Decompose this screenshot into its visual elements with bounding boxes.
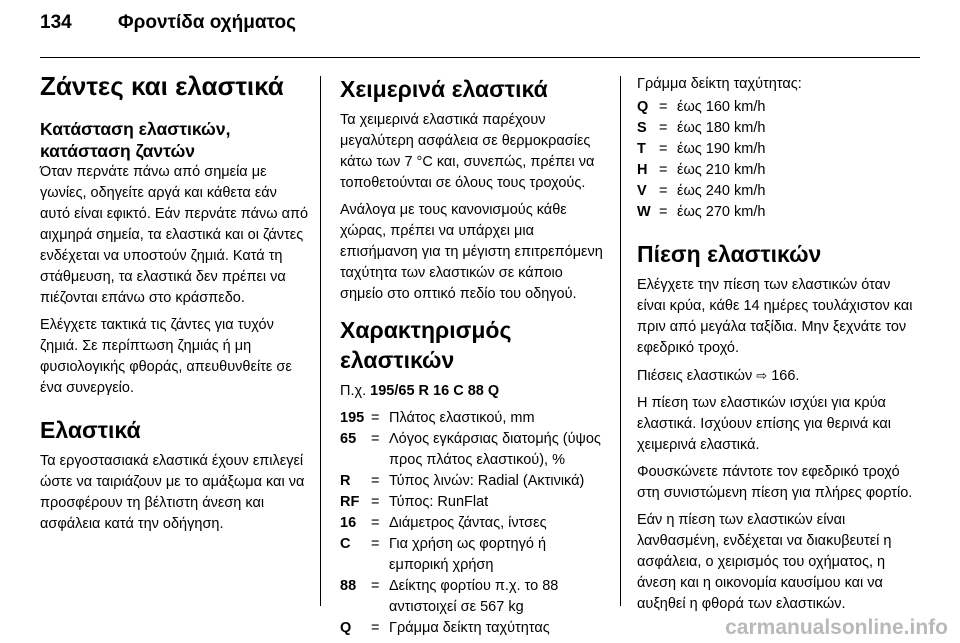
speed-index-key: T [637,141,646,157]
designation-item [340,492,608,513]
page-reference-arrow-icon: ⇨ [756,368,768,383]
designation-item [340,534,608,576]
designation-key: 65 [340,431,357,447]
equals-sign: = [371,536,380,552]
designation-key: Q [340,620,352,636]
designation-example [340,381,608,402]
speed-index-value: έως 270 km/h [677,204,766,220]
equals-sign: = [659,99,668,115]
example-prefix: Π.χ. [340,383,367,399]
designation-value: Πλάτος ελαστικού, mm [389,410,535,426]
paragraph-pressure-3: Η πίεση των ελαστικών ισχύει για κρύα ελαστικά. Ισχύουν επίσης για θερινά και χειμερινά ελαστικά. [637,395,892,453]
paragraph-winter-2: Ανάλογα με τους κανονισμούς κάθε χώρας, πρέπει να υπάρχει μια επισήμανση για τη μέγιστη επιτρεπόμενη ταχύτητα των ελαστικών σε κάποιο σημείο στο οπτικό πεδίο του οδηγού. [340,202,603,302]
paragraph-pressure-4: Φουσκώνετε πάντοτε τον εφεδρικό τροχό στη συνιστώμενη πίεση για πλήρες φορτίο. [637,464,913,501]
designation-item [340,429,608,471]
designation-item [340,513,608,534]
designation-item [340,618,608,639]
section-title-winter-tyres: Χειμερινά ελαστικά [340,76,548,102]
equals-sign: = [371,473,380,489]
equals-sign: = [371,578,380,594]
paragraph-pressure-5: Εάν η πίεση των ελαστικών είναι λανθασμένη, ενδέχεται να διακυβευτεί η ασφάλεια, ο χειρισμός του οχήματος, η άνεση και η οικονομία καυσίμου και να αυξηθεί η φθορά των ελαστικών. [637,512,892,612]
equals-sign: = [371,431,380,447]
speed-index-key: H [637,162,648,178]
speed-index-value: έως 190 km/h [677,141,766,157]
speed-index-value: έως 180 km/h [677,120,766,136]
paragraph-condition-1: Όταν περνάτε πάνω από σημεία με γωνίες, οδηγείτε αργά και κάθετα εάν αυτό είναι εφικτό. Εάν περνάτε πάνω από αιχμηρά σημεία, τα ελαστικά και οι ζάντες ενδέχεται να υποστούν ζημιά. Κατά τη στάθμευση, τα ελαστικά δεν πρέπει να πιέζονται επάνω στο κράσπεδο. [40,164,309,306]
designation-key: RF [340,494,360,510]
equals-sign: = [371,515,380,531]
pressure-reference-page[interactable]: 166. [771,368,800,384]
speed-index-intro: Γράμμα δείκτη ταχύτητας: [637,76,802,92]
equals-sign: = [659,141,668,157]
equals-sign: = [659,204,668,220]
speed-index-item [637,160,917,181]
section-title-designation: Χαρακτηρισμός ελαστικών [340,317,512,373]
speed-index-item [637,118,917,139]
paragraph-condition-2: Ελέγχετε τακτικά τις ζάντες για τυχόν ζημιά. Σε περίπτωση ζημιάς ή μη φυσιολογικής φθοράς, απευθυνθείτε σε ένα συνεργείο. [40,317,292,396]
speed-index-value: έως 240 km/h [677,183,766,199]
paragraph-winter-1: Τα χειμερινά ελαστικά παρέχουν μεγαλύτερη ασφάλεια σε θερμοκρασίες κάτω των 7 °C και, συνεπώς, πρέπει να τοποθετούνται σε όλους τους τροχούς. [340,112,595,191]
equals-sign: = [659,162,668,178]
designation-value: Γράμμα δείκτη ταχύτητας [389,620,550,636]
designation-key: R [340,473,351,489]
equals-sign: = [659,183,668,199]
speed-index-item [637,97,917,118]
example-code: 195/65 R 16 C 88 Q [370,383,500,399]
watermark: carmanualsonline.info [725,616,948,639]
designation-key: 88 [340,578,357,594]
designation-value: Τύπος λινών: Radial (Ακτινικά) [389,473,585,489]
section-title-tyre-pressure: Πίεση ελαστικών [637,241,822,267]
designation-item [340,408,608,429]
header-rule [40,57,920,58]
designation-item [340,471,608,492]
designation-key: 195 [340,410,365,426]
column-2 [340,74,608,643]
page-number: 134 [40,12,72,33]
column-3 [637,74,917,621]
paragraph-pressure-reference [637,365,917,387]
equals-sign: = [371,620,380,636]
paragraph-tyres: Τα εργοστασιακά ελαστικά έχουν επιλεγεί ώστε να ταιριάζουν με το αμάξωμα και να προσφέρουν τη βέλτιστη άνεση και ασφάλεια κατά την οδήγηση. [40,453,305,532]
column-1 [40,70,310,541]
speed-index-key: W [637,204,651,220]
designation-value: Για χρήση ως φορτηγό ή εμπορική χρήση [389,536,547,573]
subsection-title-condition: Κατάσταση ελαστικών, κατάσταση ζαντών [40,119,231,161]
equals-sign: = [371,410,380,426]
column-divider-2 [620,76,621,606]
speed-index-item [637,181,917,202]
designation-value: Λόγος εγκάρσιας διατομής (ύψος προς πλάτος ελαστικού), % [389,431,601,468]
designation-item [340,576,608,618]
speed-index-key: Q [637,99,649,115]
column-divider-1 [320,76,321,606]
designation-key: 16 [340,515,357,531]
section-title-tyres: Ελαστικά [40,417,141,443]
speed-index-key: S [637,120,647,136]
page-header [40,12,296,34]
speed-index-key: V [637,183,647,199]
designation-value: Τύπος: RunFlat [389,494,489,510]
equals-sign: = [659,120,668,136]
designation-key: C [340,536,351,552]
speed-index-item [637,202,917,223]
designation-value: Διάμετρος ζάντας, ίντσες [389,515,547,531]
speed-index-value: έως 210 km/h [677,162,766,178]
speed-index-item [637,139,917,160]
designation-list [340,408,608,639]
section-title-wheels-tyres: Ζάντες και ελαστικά [40,71,284,101]
equals-sign: = [371,494,380,510]
chapter-title: Φροντίδα οχήματος [118,12,296,33]
paragraph-pressure-1: Ελέγχετε την πίεση των ελαστικών όταν είναι κρύα, κάθε 14 ημέρες τουλάχιστον και πριν από μεγάλα ταξίδια. Μην ξεχνάτε τον εφεδρικό τροχό. [637,277,913,356]
speed-index-list [637,97,917,223]
pressure-reference-text: Πιέσεις ελαστικών [637,368,753,384]
designation-value: Δείκτης φορτίου π.χ. το 88 αντιστοιχεί σε 567 kg [389,578,559,615]
speed-index-value: έως 160 km/h [677,99,766,115]
